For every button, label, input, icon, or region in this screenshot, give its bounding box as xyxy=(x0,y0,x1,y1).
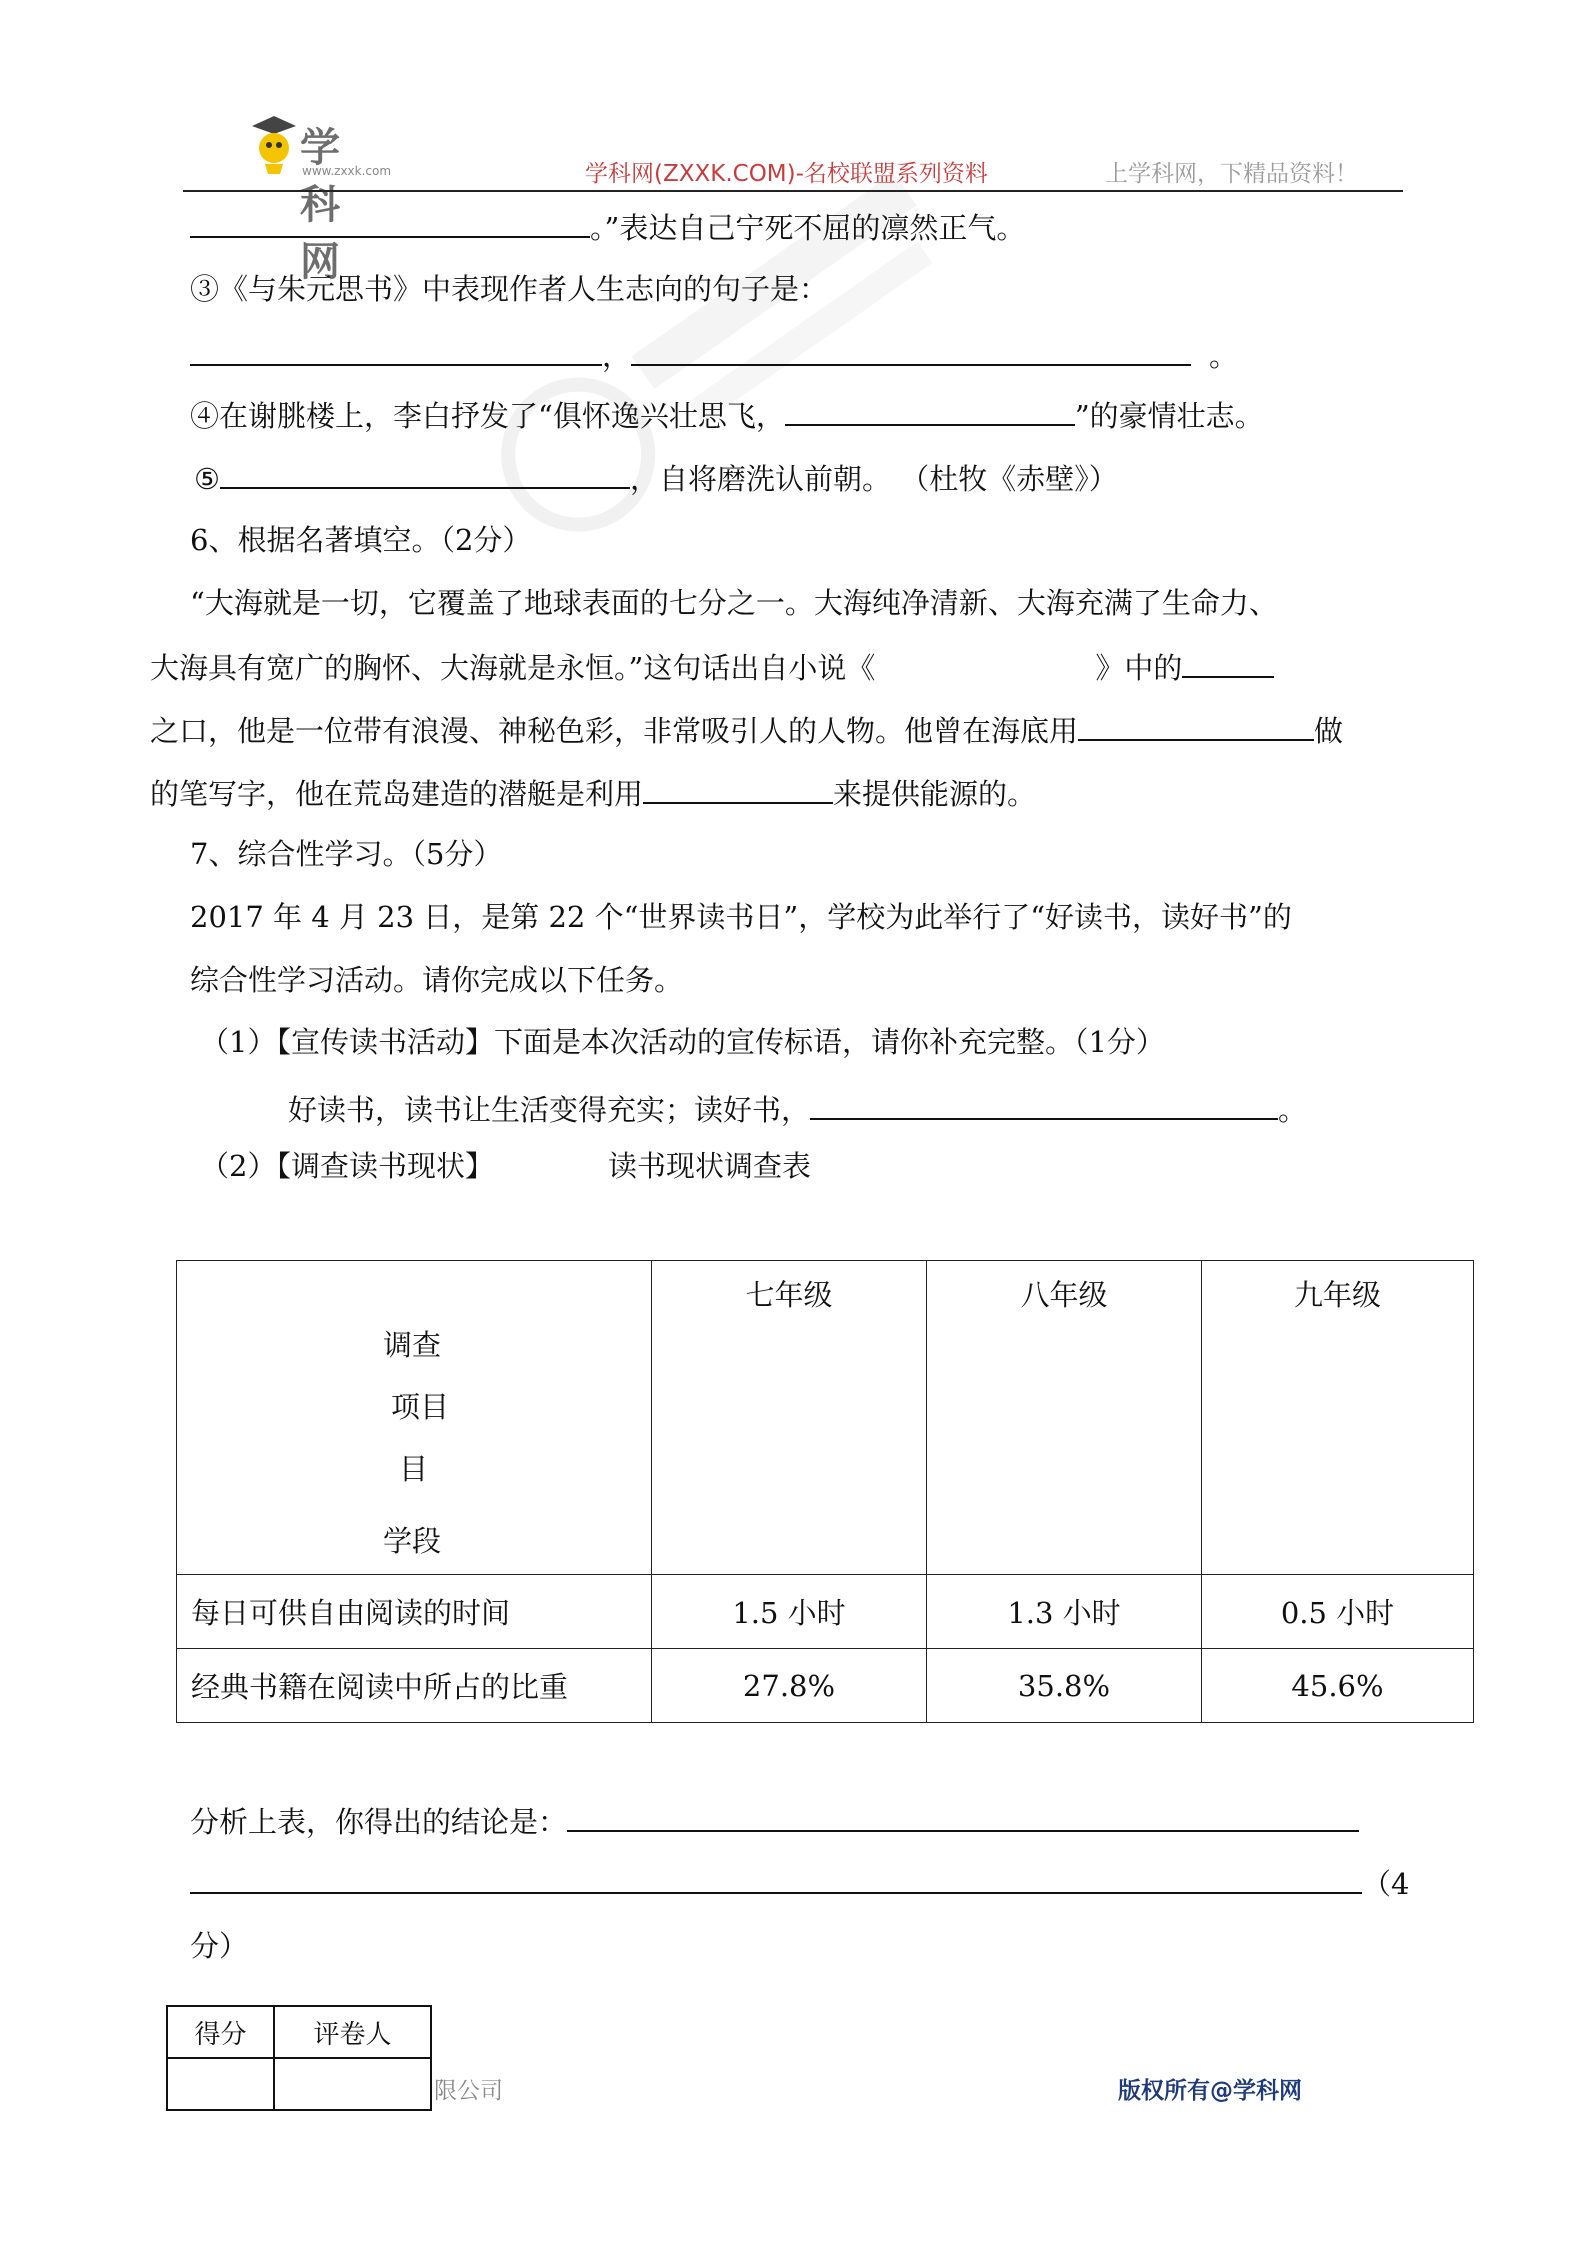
footer-copyright: 版权所有@学科网 xyxy=(1118,2078,1302,2104)
row-label: 经典书籍在阅读中所占的比重 xyxy=(177,1649,652,1723)
line-text: 来提供能源的。 xyxy=(833,777,1037,811)
table-row xyxy=(177,1575,1474,1649)
score-label: 得分 xyxy=(167,2006,274,2058)
answer-blank[interactable] xyxy=(785,394,1075,426)
line-2: ③《与朱元思书》中表现作者人生志向的句子是： xyxy=(190,272,829,306)
q6-paragraph-3 xyxy=(150,709,1343,751)
q7-sub-2: （2）【调查读书现状】 xyxy=(200,1149,494,1183)
answer-blank[interactable] xyxy=(1182,646,1274,678)
header-rule xyxy=(183,190,1403,192)
line-text: 大海具有宽广的胸怀、大海就是永恒。”这句话出自小说《 xyxy=(150,651,876,685)
line-text: ”的豪情壮志。 xyxy=(1074,399,1264,433)
grader-label: 评卷人 xyxy=(274,2006,431,2058)
answer-blank[interactable] xyxy=(1078,709,1314,741)
logo-text: 学科网 xyxy=(300,125,340,285)
column-header: 九年级 xyxy=(1202,1261,1474,1575)
line-text: 分析上表，你得出的结论是： xyxy=(190,1805,568,1839)
column-header: 八年级 xyxy=(927,1261,1202,1575)
line-text: 做 xyxy=(1314,714,1344,748)
analysis-line-2 xyxy=(190,1862,1409,1904)
line-text: ，自将磨洗认前朝。 （杜牧《赤壁》） xyxy=(630,462,1118,496)
answer-blank[interactable] xyxy=(631,334,1191,366)
line-4 xyxy=(190,394,1264,436)
corner-line: 项目 xyxy=(391,1390,450,1424)
line-text: ， xyxy=(602,339,632,373)
line-text: 》中的 xyxy=(1095,651,1183,685)
q7-slogan xyxy=(288,1088,1307,1130)
q6-paragraph-2 xyxy=(150,646,1274,688)
q7-title: 7、综合性学习。（5分） xyxy=(190,837,503,871)
logo-mascot-icon xyxy=(250,112,298,176)
survey-table xyxy=(176,1260,1474,1723)
q7-intro-2: 综合性学习活动。请你完成以下任务。 xyxy=(190,963,684,997)
answer-blank[interactable] xyxy=(190,1862,1362,1894)
line-text: 。 xyxy=(1278,1093,1308,1127)
table-cell: 1.3 小时 xyxy=(927,1575,1202,1649)
corner-line: 目 xyxy=(399,1452,429,1486)
corner-cell xyxy=(177,1261,652,1575)
score-input[interactable] xyxy=(167,2058,274,2110)
answer-blank[interactable] xyxy=(567,1800,1359,1832)
table-caption: 读书现状调查表 xyxy=(608,1149,812,1183)
logo-url: www.zxxk.com xyxy=(302,164,392,178)
line-text: ④在谢朓楼上，李白抒发了“俱怀逸兴壮思飞， xyxy=(190,399,785,433)
line-text: 之口，他是一位带有浪漫、神秘色彩，非常吸引人的人物。他曾在海底用 xyxy=(150,714,1079,748)
line-text: 的笔写字，他在荒岛建造的潜艇是利用 xyxy=(150,777,644,811)
answer-blank[interactable] xyxy=(220,457,630,489)
line-text: 好读书，读书让生活变得充实；读好书， xyxy=(288,1093,811,1127)
table-cell: 45.6% xyxy=(1202,1649,1474,1723)
table-cell: 35.8% xyxy=(927,1649,1202,1723)
row-label: 每日可供自由阅读的时间 xyxy=(177,1575,652,1649)
line-3 xyxy=(190,334,1238,376)
header-right-text: 上学科网，下精品资料！ xyxy=(1105,161,1358,187)
answer-blank[interactable] xyxy=(190,334,602,366)
footer-left-text: 限公司 xyxy=(434,2078,503,2104)
analysis-line-3: 分） xyxy=(190,1929,249,1963)
answer-blank[interactable] xyxy=(643,772,833,804)
score-box xyxy=(166,2005,432,2111)
header-center-text: 学科网(ZXXK.COM)-名校联盟系列资料 xyxy=(585,161,988,187)
table-cell: 1.5 小时 xyxy=(652,1575,927,1649)
line-text: ⑤ xyxy=(194,462,220,496)
q6-title: 6、根据名著填空。（2分） xyxy=(190,523,532,557)
answer-blank[interactable] xyxy=(810,1088,1278,1120)
column-header: 七年级 xyxy=(652,1261,927,1575)
corner-line: 学段 xyxy=(383,1524,442,1558)
answer-blank[interactable] xyxy=(190,206,590,238)
analysis-line-1 xyxy=(190,1800,1359,1842)
line-text: 。”表达自己宁死不屈的凛然正气。 xyxy=(590,211,1026,245)
grader-input[interactable] xyxy=(274,2058,431,2110)
table-cell: 27.8% xyxy=(652,1649,927,1723)
line-1 xyxy=(190,206,1025,248)
line-5 xyxy=(194,457,1118,499)
line-text: 。 xyxy=(1209,339,1239,373)
line-text: （4 xyxy=(1362,1867,1410,1901)
q7-intro-1: 2017 年 4 月 23 日，是第 22 个“世界读书日”，学校为此举行了“好读书，读好书”的 xyxy=(190,900,1292,934)
q6-paragraph-1: “大海就是一切，它覆盖了地球表面的七分之一。大海纯净清新、大海充满了生命力、 xyxy=(190,586,1278,620)
q7-sub-1: （1）【宣传读书活动】下面是本次活动的宣传标语，请你补充完整。（1分） xyxy=(200,1025,1165,1059)
table-header-row xyxy=(177,1261,1474,1575)
table-row xyxy=(177,1649,1474,1723)
corner-line: 调查 xyxy=(383,1328,442,1362)
table-cell: 0.5 小时 xyxy=(1202,1575,1474,1649)
q6-paragraph-4 xyxy=(150,772,1036,814)
